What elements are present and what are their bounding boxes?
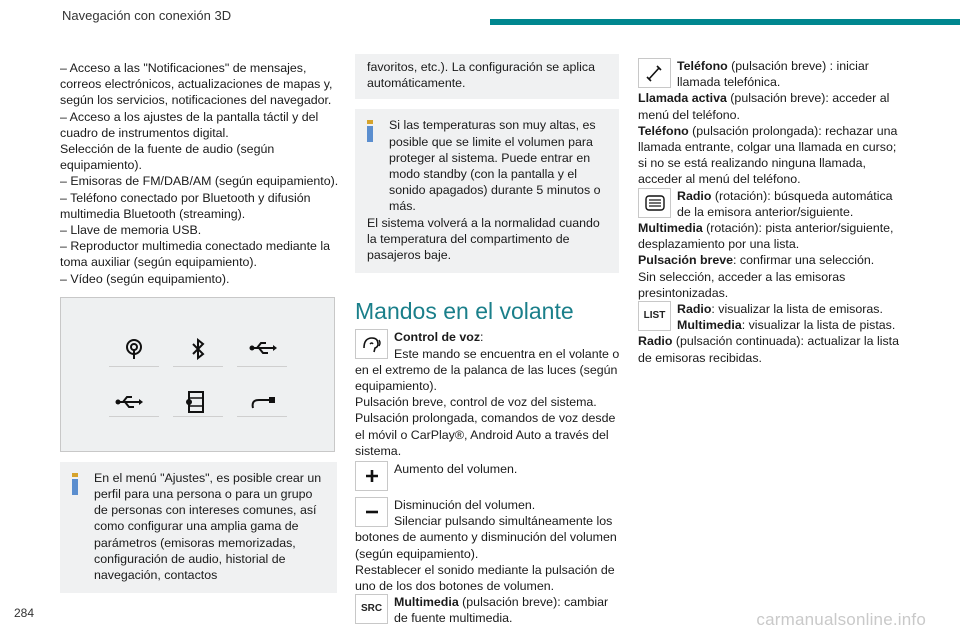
paragraph: Disminución del volumen. [394,498,536,513]
label-bold: Radio [638,334,673,349]
divider [109,416,159,417]
src-button-icon: SRC [355,594,388,624]
label-bold: Control de voz [394,330,481,345]
column-1 [60,60,345,593]
divider [237,366,287,367]
paragraph: Pulsación prolongada, comandos de voz desde el móvil o CarPlay®, Android Auto a través del sistema. [355,411,616,458]
divider [237,416,287,417]
video-icon [185,390,207,414]
voice-control-icon [355,329,388,359]
label-bold: Pulsación breve [638,253,734,268]
profile-note-continued [355,54,619,99]
paragraph: Restablecer el sonido mediante la pulsación de uno de los dos botones de volumen. [355,562,615,594]
note-text: En el menú "Ajustes", es posible crear un perfil para una persona o para un grupo de personas con intereses comunes, así como configurar una amplia gama de parámetros (emisoras memorizadas, configuración de audio, historial de navegación, contactos [94,470,322,583]
label-bold: Multimedia [677,318,742,333]
note-text: Si las temperaturas son muy altas, es posible que se limite el volumen para proteger al sistema. Puede entrar en modo standby (con la pantalla y el sonido apagados) durante 5 minutos o más. [389,118,601,214]
info-icon [72,473,78,495]
radio-icon [123,338,145,360]
paragraph: Pulsación breve, control de voz del sistema. [355,395,597,410]
volume-down-entry [355,497,621,594]
paragraph: Silenciar pulsando simultáneamente los botones de aumento y disminución del volumen (según equipamiento). [355,514,617,561]
watermark[interactable]: carmanualsonline.info [756,610,926,629]
usb-icon [115,394,143,410]
paragraph: – Emisoras de FM/DAB/AM (según equipamiento). [60,174,339,189]
label-bold: Radio [677,302,712,317]
paragraph: Selección de la fuente de audio (según equipamiento). [60,142,275,173]
paragraph: Este mando se encuentra en el volante o en el extremo de la palanca de las luces (según equipamiento). [355,346,620,394]
temperature-note [355,109,619,273]
label-bold: Teléfono [677,59,728,73]
page-number: 284 [14,606,35,620]
bluetooth-icon [191,338,205,360]
divider [173,366,223,367]
thumbwheel-icon [638,188,671,218]
voice-control-entry: Control de voz: Este mando se encuentra en el volante o en el extremo de la palanca de las luces (según equipamiento). Pulsación breve, control de voz del sistema. Pulsación prolongada, comandos de voz desde el móvil o CarPlay®, Android Auto a través del sistema. [355,330,620,458]
aux-icon [249,394,277,410]
profile-note [60,462,337,593]
note-text: El sistema volverá a la normalidad cuando la temperatura del compartimento de pasajeros baje. [367,215,600,263]
list-entry: LIST Radio: visualizar la lista de emisoras. Multimedia: visualizar la lista de pistas. Radio (pulsación continuada): actualizar la lista de emisoras recibidas. [638,302,900,365]
volume-up-entry [355,461,621,493]
column-2 [355,54,621,627]
paragraph: – Reproductor multimedia conectado mediante la toma auxiliar (según equipamiento). [60,239,330,270]
info-icon [367,120,373,142]
label-bold: Radio [677,188,712,203]
label-bold: Teléfono [638,123,689,138]
paragraph: – Vídeo (según equipamiento). [60,271,230,286]
note-text: favoritos, etc.). La configuración se aplica automáticamente. [367,60,595,91]
divider [109,366,159,367]
list-button-icon: LIST [638,301,671,331]
paragraph: – Acceso a los ajustes de la pantalla táctil y del cuadro de instrumentos digital. [60,109,319,140]
usb-icon [249,340,277,356]
paragraph: – Acceso a las "Notificaciones" de mensajes, correos electrónicos, actualizaciones de mapas y, según los servicios, notificaciones del navegador. [60,61,333,108]
column-3 [638,58,904,366]
minus-icon [355,497,388,527]
phone-entry: Teléfono (pulsación breve) : iniciar llamada telefónica. Llamada activa (pulsación breve): acceder al menú del teléfono. Teléfono (pulsación prolongada): rechazar una llamada entrante, colgar una llamada en curso; si no se está realizando ninguna llamada, acceder al menú del teléfono. [638,59,898,187]
paragraph: – Llave de memoria USB. [60,223,202,238]
label-bold: Multimedia [638,221,703,236]
label-bold: Llamada activa [638,91,727,106]
thumbwheel-entry: Radio (rotación): búsqueda automática de la emisora anterior/siguiente. Multimedia (rotación): pista anterior/siguiente, desplazamiento por una lista. Pulsación breve: confirmar una selección. Sin selección, acceder a las emisoras presintonizadas. [638,188,904,301]
label-bold: Multimedia [394,595,459,610]
audio-sources-illustration [60,297,335,452]
phone-icon [638,58,671,88]
plus-icon [355,461,388,491]
paragraph: – Teléfono conectado por Bluetooth y difusión multimedia Bluetooth (streaming). [60,190,311,221]
paragraph: Sin selección, acceder a las emisoras presintonizadas. [638,269,846,300]
section-title: Mandos en el volante [355,298,574,325]
paragraph: Aumento del volumen. [394,462,518,477]
divider [173,416,223,417]
src-entry: SRC Multimedia (pulsación breve): cambiar de fuente multimedia. [355,594,621,626]
header-accent-bar [490,19,960,25]
header-title: Navegación con conexión 3D [62,8,232,23]
